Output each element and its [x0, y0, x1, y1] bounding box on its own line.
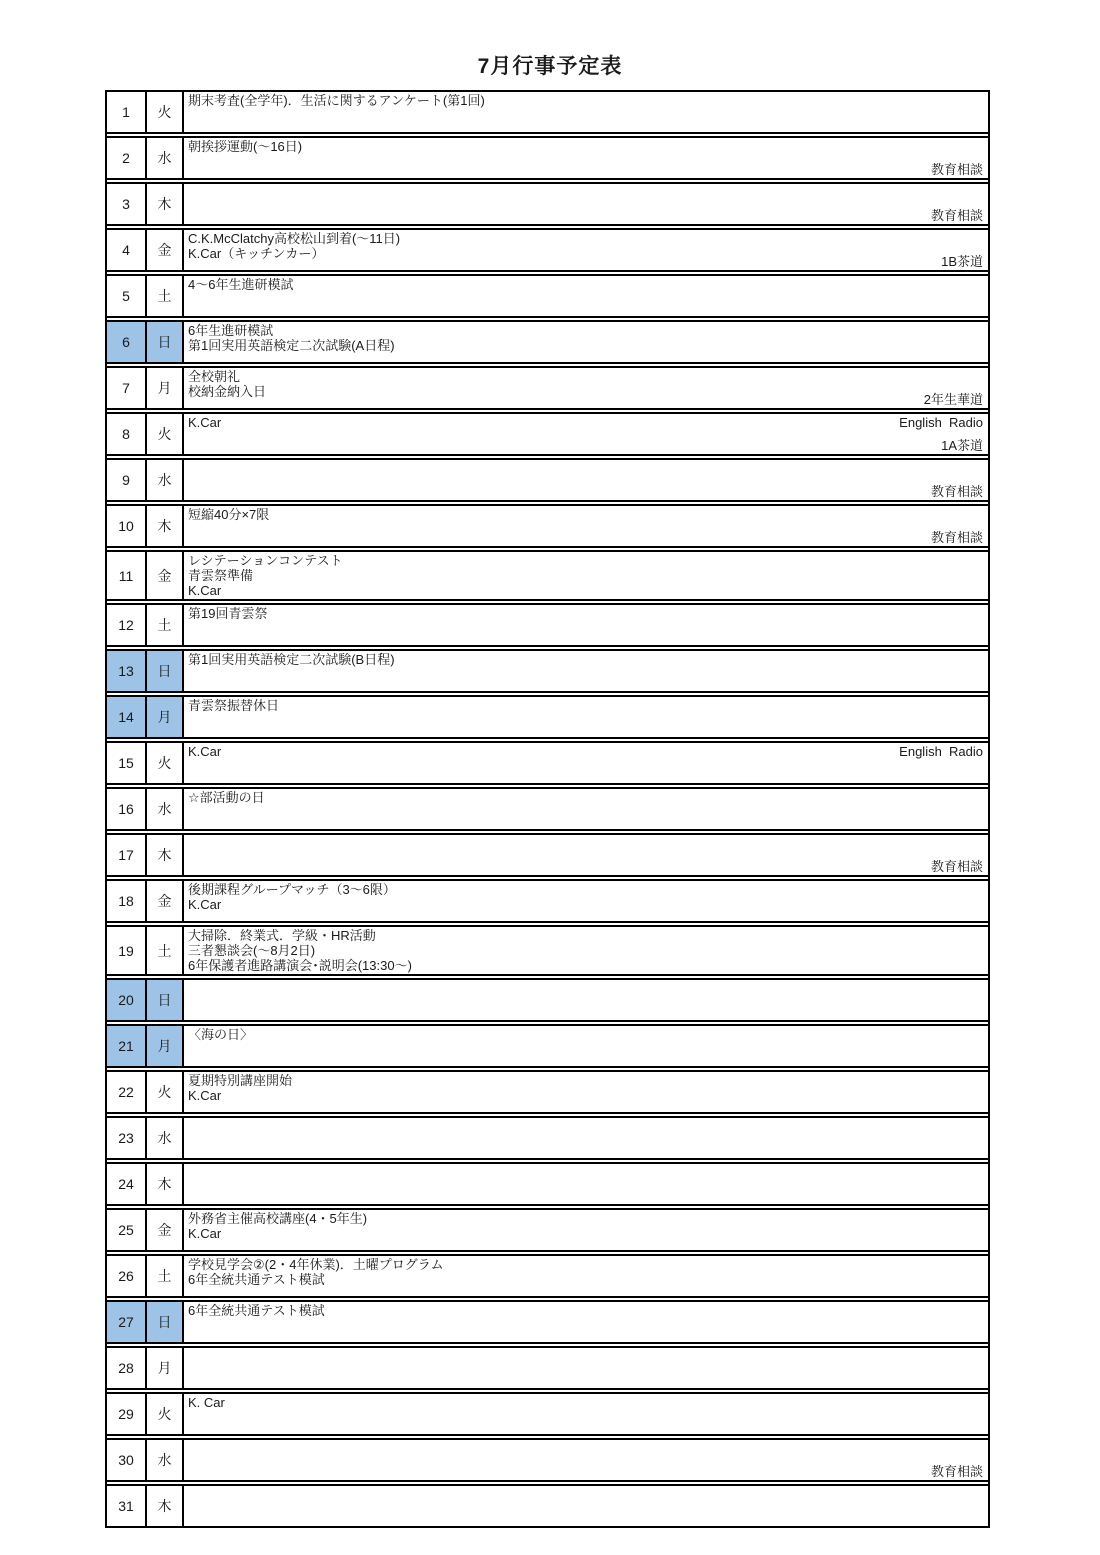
date-cell: 26 [107, 1256, 147, 1296]
events-cell [184, 414, 988, 454]
events-cell [184, 1348, 988, 1388]
schedule-row [107, 552, 988, 605]
event-right-top: English Radio [899, 415, 983, 430]
event-text: 三者懇談会(～8月2日) [188, 943, 316, 958]
day-cell: 月 [147, 697, 184, 737]
date-cell: 8 [107, 414, 147, 454]
day-cell: 月 [147, 1026, 184, 1066]
event-text: K.Car [188, 1088, 222, 1103]
events-cell [184, 368, 988, 408]
event-text: 期末考査(全学年)．生活に関するアンケート(第1回) [188, 93, 485, 108]
events-cell [184, 276, 988, 316]
date-cell: 17 [107, 835, 147, 875]
events-cell [184, 92, 988, 132]
event-right-bottom: 教育相談 [930, 484, 983, 499]
schedule-row [107, 322, 988, 368]
date-cell: 14 [107, 697, 147, 737]
day-cell: 木 [147, 1164, 184, 1204]
events-cell [184, 1302, 988, 1342]
event-text: K.Car [188, 415, 222, 430]
day-cell: 月 [147, 1348, 184, 1388]
day-cell: 水 [147, 460, 184, 500]
day-cell: 木 [147, 1486, 184, 1526]
event-text: 短縮40分×7限 [188, 507, 270, 522]
date-cell: 16 [107, 789, 147, 829]
schedule-row [107, 138, 988, 184]
event-text: 4～6年生進研模試 [188, 277, 294, 292]
event-text: 全校朝礼 [188, 369, 241, 384]
schedule-row [107, 230, 988, 276]
date-cell: 18 [107, 881, 147, 921]
event-right-bottom: 教育相談 [930, 208, 983, 223]
schedule-row [107, 1302, 988, 1348]
event-text: 学校見学会②(2・4年休業)．土曜プログラム [188, 1257, 444, 1272]
day-cell: 土 [147, 605, 184, 645]
event-text: 〈海の日〉 [188, 1027, 254, 1042]
schedule-table [105, 90, 990, 1528]
schedule-row [107, 605, 988, 651]
event-right-bottom: 教育相談 [930, 1464, 983, 1479]
date-cell: 28 [107, 1348, 147, 1388]
event-text: 6年保護者進路講演会･説明会(13:30～) [188, 958, 412, 973]
events-cell [184, 1440, 988, 1480]
schedule-row [107, 92, 988, 138]
event-text: 外務省主催高校講座(4・5年生) [188, 1211, 368, 1226]
date-cell: 27 [107, 1302, 147, 1342]
day-cell: 水 [147, 789, 184, 829]
schedule-row [107, 1026, 988, 1072]
day-cell: 金 [147, 552, 184, 599]
date-cell: 22 [107, 1072, 147, 1112]
event-right-bottom: 1A茶道 [941, 438, 983, 453]
events-cell [184, 1486, 988, 1526]
date-cell: 2 [107, 138, 147, 178]
event-text: 第19回青雲祭 [188, 606, 268, 621]
date-cell: 13 [107, 651, 147, 691]
schedule-row [107, 276, 988, 322]
schedule-row [107, 980, 988, 1026]
date-cell: 6 [107, 322, 147, 362]
event-text: K.Car [188, 744, 222, 759]
date-cell: 3 [107, 184, 147, 224]
event-text: 後期課程グループマッチ（3～6限） [188, 882, 396, 897]
schedule-row [107, 184, 988, 230]
day-cell: 火 [147, 1394, 184, 1434]
day-cell: 火 [147, 1072, 184, 1112]
event-text: K.Car（キッチンカー） [188, 246, 325, 261]
events-cell [184, 881, 988, 921]
schedule-row [107, 1440, 988, 1486]
events-cell [184, 1210, 988, 1250]
day-cell: 月 [147, 368, 184, 408]
events-cell [184, 322, 988, 362]
events-cell [184, 980, 988, 1020]
events-cell [184, 138, 988, 178]
schedule-row [107, 789, 988, 835]
event-text: 6年生進研模試 [188, 323, 274, 338]
date-cell: 21 [107, 1026, 147, 1066]
events-cell [184, 184, 988, 224]
events-cell [184, 460, 988, 500]
event-text: 朝挨拶運動(～16日) [188, 139, 303, 154]
schedule-row [107, 927, 988, 980]
event-text: 青雲祭振替休日 [188, 698, 280, 713]
day-cell: 日 [147, 980, 184, 1020]
events-cell [184, 1164, 988, 1204]
day-cell: 土 [147, 927, 184, 974]
events-cell [184, 1394, 988, 1434]
schedule-row [107, 506, 988, 552]
day-cell: 火 [147, 92, 184, 132]
schedule-row [107, 1256, 988, 1302]
day-cell: 土 [147, 1256, 184, 1296]
date-cell: 25 [107, 1210, 147, 1250]
events-cell [184, 605, 988, 645]
day-cell: 水 [147, 1440, 184, 1480]
schedule-row [107, 414, 988, 460]
day-cell: 日 [147, 651, 184, 691]
schedule-row [107, 1072, 988, 1118]
day-cell: 木 [147, 506, 184, 546]
date-cell: 31 [107, 1486, 147, 1526]
schedule-row [107, 835, 988, 881]
event-text: 6年全統共通テスト模試 [188, 1272, 325, 1287]
day-cell: 日 [147, 322, 184, 362]
date-cell: 1 [107, 92, 147, 132]
date-cell: 4 [107, 230, 147, 270]
event-text: ☆部活動の日 [188, 790, 265, 805]
date-cell: 19 [107, 927, 147, 974]
day-cell: 木 [147, 835, 184, 875]
event-right-bottom: 1B茶道 [941, 254, 983, 269]
date-cell: 9 [107, 460, 147, 500]
schedule-row [107, 460, 988, 506]
events-cell [184, 835, 988, 875]
schedule-row [107, 651, 988, 697]
event-text: 第1回実用英語検定二次試験(B日程) [188, 652, 395, 667]
schedule-row [107, 743, 988, 789]
date-cell: 20 [107, 980, 147, 1020]
event-text: C.K.McClatchy高校松山到着(～11日) [188, 231, 401, 246]
date-cell: 10 [107, 506, 147, 546]
event-right-bottom: 2年生華道 [923, 392, 983, 407]
event-text: K.Car [188, 897, 222, 912]
events-cell [184, 1118, 988, 1158]
event-right-bottom: 教育相談 [930, 162, 983, 177]
date-cell: 30 [107, 1440, 147, 1480]
event-text: K.Car [188, 1226, 222, 1241]
event-text: 6年全統共通テスト模試 [188, 1303, 325, 1318]
event-right-top: English Radio [899, 744, 983, 759]
date-cell: 7 [107, 368, 147, 408]
event-right-bottom: 教育相談 [930, 530, 983, 545]
date-cell: 15 [107, 743, 147, 783]
day-cell: 金 [147, 1210, 184, 1250]
event-text: K. Car [188, 1395, 225, 1410]
events-cell [184, 230, 988, 270]
day-cell: 金 [147, 881, 184, 921]
day-cell: 火 [147, 743, 184, 783]
date-cell: 5 [107, 276, 147, 316]
event-text: 第1回実用英語検定二次試験(A日程) [188, 338, 395, 353]
events-cell [184, 743, 988, 783]
day-cell: 水 [147, 138, 184, 178]
event-text: 夏期特別講座開始 [188, 1073, 293, 1088]
day-cell: 木 [147, 184, 184, 224]
events-cell [184, 552, 988, 599]
events-cell [184, 1026, 988, 1066]
event-text: K.Car [188, 583, 222, 598]
day-cell: 日 [147, 1302, 184, 1342]
schedule-row [107, 1164, 988, 1210]
event-text: 青雲祭準備 [188, 568, 254, 583]
event-text: 大掃除．終業式．学級・HR活動 [188, 928, 376, 943]
schedule-row [107, 1210, 988, 1256]
schedule-row [107, 1348, 988, 1394]
date-cell: 24 [107, 1164, 147, 1204]
day-cell: 火 [147, 414, 184, 454]
date-cell: 29 [107, 1394, 147, 1434]
events-cell [184, 1072, 988, 1112]
day-cell: 水 [147, 1118, 184, 1158]
date-cell: 12 [107, 605, 147, 645]
page-title: 7月行事予定表 [477, 55, 623, 78]
event-text: 校納金納入日 [188, 384, 267, 399]
events-cell [184, 927, 988, 974]
events-cell [184, 789, 988, 829]
date-cell: 11 [107, 552, 147, 599]
event-text: レシテーションコンテスト [188, 553, 343, 568]
events-cell [184, 1256, 988, 1296]
schedule-row [107, 1486, 988, 1526]
events-cell [184, 651, 988, 691]
schedule-row [107, 881, 988, 927]
date-cell: 23 [107, 1118, 147, 1158]
schedule-row [107, 1394, 988, 1440]
events-cell [184, 506, 988, 546]
day-cell: 金 [147, 230, 184, 270]
schedule-row [107, 1118, 988, 1164]
event-right-bottom: 教育相談 [930, 859, 983, 874]
schedule-row [107, 697, 988, 743]
schedule-row [107, 368, 988, 414]
day-cell: 土 [147, 276, 184, 316]
events-cell [184, 697, 988, 737]
